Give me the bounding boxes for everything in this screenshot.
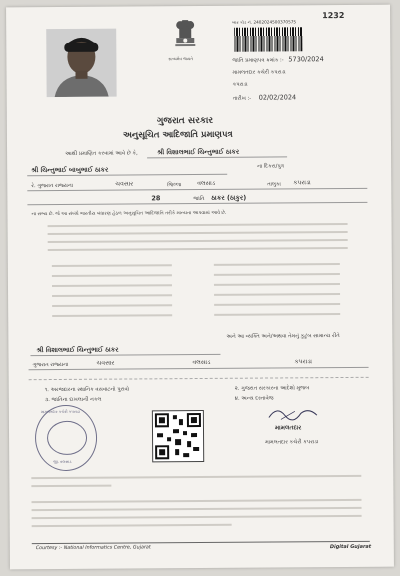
caste-label: જાતિ [193,195,205,203]
caste: ઠાકર (ઠાકુર) [211,193,247,202]
signatory-title: મામલતદાર [274,424,302,432]
district-repeat: વલસાડ [192,358,211,367]
taluka: કપરાડા [293,179,311,187]
case-number-label: જાતિ પ્રમાણપત્ર ક્રમાંક :- [232,57,284,64]
footer-credit: Courtesy :- National Informatics Centre, Gujarat [35,545,151,552]
note-1: ૧. અરજદારના સ્થાનિક વસવાટનો પુરાવો [44,386,130,394]
certificate-sheet [6,5,394,570]
village-repeat: ચવસાર [96,359,115,367]
residence-label: ગુજરાત રાજ્યના [32,361,69,369]
case-number: 5730/2024 [288,55,324,64]
district-label: જિલ્લા [167,182,182,189]
officer-signature [265,403,325,423]
village: ચવસાર [115,180,134,188]
certify-line: આથી પ્રમાણિત કરવામાં આવે છે કે, [65,150,138,157]
applicant-name: શ્રી વિશાલભાઈ ચિન્તુભાઈ ઠાકર [157,147,240,157]
father-name: શ્રી ચિન્તુભાઈ બાબુભાઈ ઠાકર [31,165,109,175]
note-3: ૩. જાતિના દાખલાની નકલ [44,396,102,404]
age-value: 28 [151,194,161,203]
certificate-title: અનુસૂચિત આદિજાતિ પ્રમાણપત્ર [122,129,233,141]
son-of-label: ના દિકરા/પુત્ર [257,163,284,170]
applicant-name-repeat: શ્રી વિશાલભાઈ ચિન્તુભાઈ ઠાકર [36,345,119,355]
top-number: 1232 [322,10,345,21]
barcode-caption: બાર કોડ નં. 2402024500370575 [232,19,297,25]
office-seal-inner [47,421,87,455]
seal-district: જી. વલસાડ [53,458,72,465]
applicant-photo [46,29,116,97]
issuing-office: મામલતદાર કચેરી કપરાડા [232,69,286,76]
taluka-repeat: કપરાડા [294,358,313,366]
qr-code [152,410,204,462]
emblem-caption: સત્યમેવ જયતે [168,56,193,62]
note-2: ૨. ગુજરાત સરકારના આદેશો મુજબ [234,385,310,392]
place: કપરાડા [232,81,248,88]
signatory-office: મામલતદાર કચેરી કપરાડા [265,439,319,446]
address-footer: અને આ વ્યક્તિ અને/અથવા તેમનું કુટુંબ સામાન્ય રીતે [226,333,340,340]
date-label: તારીખ :- [232,95,252,102]
district: વલસાડ [197,179,216,188]
provision-text: ના સભ્ય છે. જે આ સંબંધે ભારતીય બંધારણ હેઠળ અનુસૂચિત આદિજાતિ તરીકે માન્યતા આપવામાં આવે છે. [31,210,227,218]
footer-brand: Digital Gujarat [329,543,372,551]
issue-date: 02/02/2024 [258,93,297,102]
note-4: ૪. અન્ય દસ્તાવેજ [234,395,274,402]
taluka-label: તાલુકા [267,181,281,188]
resident-label: રે. ગુજરાત રાજ્યના [31,182,74,190]
applicant-portrait-image [46,29,116,97]
footer-rule [32,541,370,544]
seal-text: મામલતદાર કચેરી કપરાડા [40,408,80,415]
barcode [234,27,302,51]
government-title: ગુજરાત સરકાર [156,115,214,127]
